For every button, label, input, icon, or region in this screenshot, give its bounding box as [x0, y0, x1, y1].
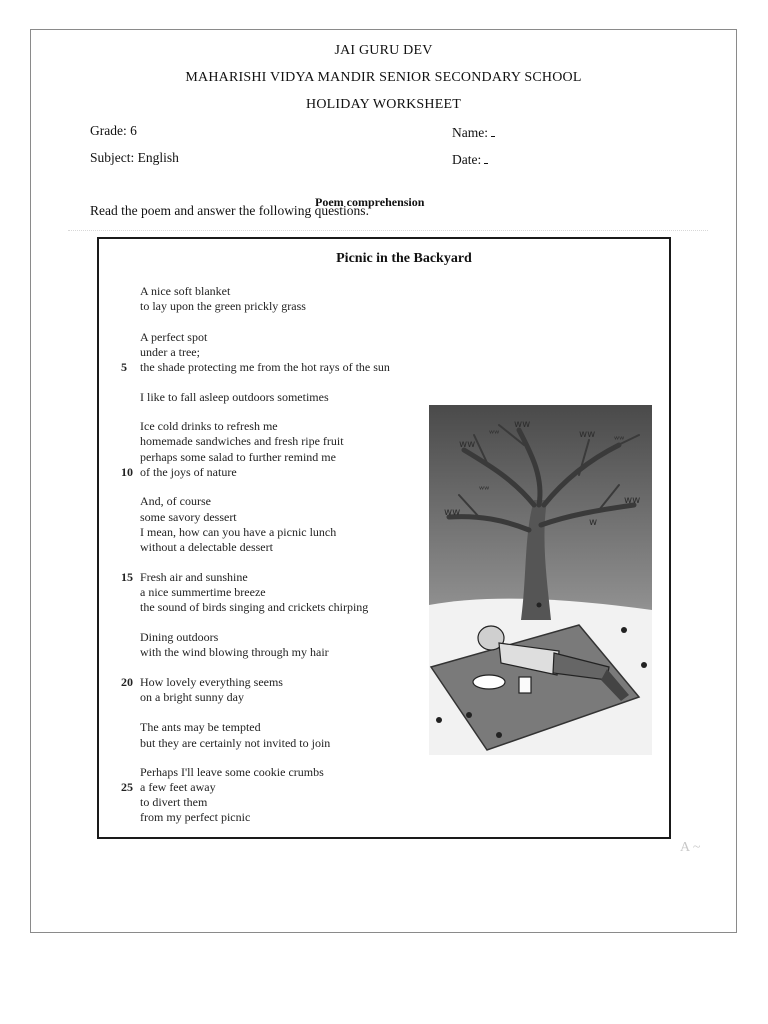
poem-line: How lovely everything seems: [140, 675, 283, 689]
section-title: Poem comprehension: [315, 195, 425, 209]
poem-line: I mean, how can you have a picnic lunch: [140, 525, 337, 539]
poem-line: And, of course: [140, 494, 211, 508]
grade-field: [90, 123, 137, 139]
line-number: 5: [121, 360, 127, 374]
svg-text:ᴡᴡ: ᴡᴡ: [624, 495, 641, 506]
poem-box: [97, 237, 671, 839]
svg-text:ʷʷ: ʷʷ: [614, 435, 625, 446]
poem-title: Picnic in the Backyard: [336, 251, 472, 266]
poem-line: from my perfect picnic: [140, 810, 251, 824]
poem-line: to lay upon the green prickly grass: [140, 299, 306, 313]
poem-line: Dining outdoors: [140, 630, 219, 644]
poem-line: Ice cold drinks to refresh me: [140, 419, 278, 433]
name-label: Name:: [452, 125, 488, 140]
svg-text:ʷʷ: ʷʷ: [489, 429, 500, 440]
svg-text:ᴡᴡ: ᴡᴡ: [579, 429, 596, 440]
poem-line: on a bright sunny day: [140, 690, 244, 704]
poem-line: without a delectable dessert: [140, 540, 273, 554]
svg-text:ᴡᴡ: ᴡᴡ: [514, 419, 531, 430]
instruction-text: Read the poem and answer the following questions.: [90, 203, 369, 218]
date-label: Date:: [452, 152, 482, 167]
grade-label: Grade: 6: [90, 123, 137, 138]
poem-line: homemade sandwiches and fresh ripe fruit: [140, 434, 344, 448]
date-blank[interactable]: [484, 150, 488, 164]
poem-line: to divert them: [140, 795, 208, 809]
divider: [68, 230, 708, 231]
poem-line: perhaps some salad to further remind me: [140, 450, 336, 464]
picnic-illustration: [429, 405, 652, 755]
poem-line: Perhaps I'll leave some cookie crumbs: [140, 765, 324, 779]
worksheet-title: HOLIDAY WORKSHEET: [306, 97, 461, 112]
svg-text:ʷʷ: ʷʷ: [479, 485, 490, 496]
poem-line: I like to fall asleep outdoors sometimes: [140, 390, 329, 404]
svg-text:ᴡᴡ: ᴡᴡ: [459, 439, 476, 450]
poem-line: of the joys of nature: [140, 465, 237, 479]
poem-line: a nice summertime breeze: [140, 585, 266, 599]
poem-line: the shade protecting me from the hot rays of the sun: [140, 360, 390, 374]
line-number: 10: [121, 465, 133, 479]
poem-line: a few feet away: [140, 780, 216, 794]
faded-corner-mark: A ~: [680, 840, 701, 855]
subject-label: Subject: English: [90, 150, 179, 165]
poem-line: the sound of birds singing and crickets chirping: [140, 600, 369, 614]
poem-line: some savory dessert: [140, 510, 237, 524]
line-number: 15: [121, 570, 133, 584]
name-field: [452, 123, 495, 141]
poem-line: but they are certainly not invited to join: [140, 736, 331, 750]
school-motto: JAI GURU DEV: [334, 43, 433, 58]
poem-line: A nice soft blanket: [140, 284, 231, 298]
svg-text:ᴡᴡ: ᴡᴡ: [444, 507, 461, 518]
poem-line: A perfect spot: [140, 330, 208, 344]
poem-line: under a tree;: [140, 345, 200, 359]
school-name: MAHARISHI VIDYA MANDIR SENIOR SECONDARY SCHOOL: [185, 70, 582, 85]
subject-field: [90, 150, 179, 166]
poem-line: Fresh air and sunshine: [140, 570, 248, 584]
name-blank[interactable]: [491, 123, 495, 137]
poem-line: with the wind blowing through my hair: [140, 645, 329, 659]
svg-text:ᴡ: ᴡ: [589, 517, 598, 528]
date-field: [452, 150, 488, 168]
line-number: 25: [121, 780, 133, 794]
line-number: 20: [121, 675, 133, 689]
poem-line: The ants may be tempted: [140, 720, 261, 734]
